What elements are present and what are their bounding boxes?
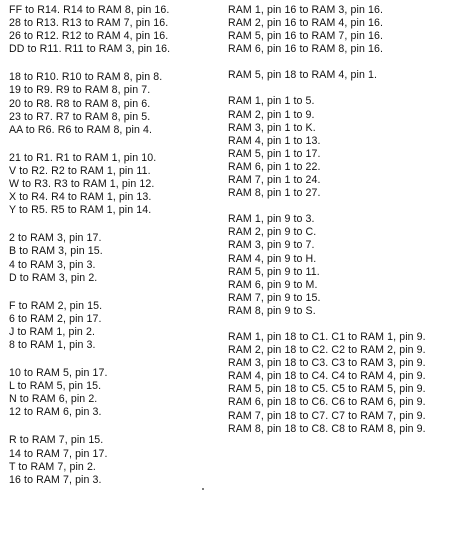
wiring-instruction-line: RAM 1, pin 1 to 5. [228, 95, 315, 108]
wiring-instruction-line: RAM 5, pin 16 to RAM 7, pin 16. [228, 30, 384, 43]
left-column-group [9, 434, 224, 486]
stray-dot [202, 488, 204, 490]
wiring-instruction-line: RAM 5, pin 18 to C5. C5 to RAM 5, pin 9. [228, 383, 426, 396]
wiring-instruction-line: V to R2. R2 to RAM 1, pin 11. [9, 164, 151, 177]
wiring-instruction-line: DD to R11. R11 to RAM 3, pin 16. [9, 43, 171, 56]
wiring-instruction-line: W to R3. R3 to RAM 1, pin 12. [9, 178, 155, 191]
wiring-instruction-line: 23 to R7. R7 to RAM 8, pin 5. [9, 110, 151, 123]
right-column-group [228, 331, 468, 436]
wiring-instruction-line: RAM 6, pin 9 to M. [228, 278, 318, 291]
wiring-instruction-line: RAM 4, pin 1 to 13. [228, 134, 321, 147]
right-column-group [228, 69, 468, 82]
wiring-instruction-line: RAM 1, pin 9 to 3. [228, 213, 315, 226]
wiring-instruction-line: 8 to RAM 1, pin 3. [9, 338, 96, 351]
wiring-instruction-line: RAM 6, pin 16 to RAM 8, pin 16. [228, 43, 384, 56]
wiring-instruction-line: RAM 8, pin 9 to S. [228, 304, 316, 317]
wiring-instruction-line: RAM 3, pin 9 to 7. [228, 239, 315, 252]
left-column-group [9, 300, 224, 352]
right-column-group [228, 4, 468, 56]
wiring-instruction-line: RAM 6, pin 18 to C6. C6 to RAM 6, pin 9. [228, 396, 426, 409]
wiring-instruction-line: 20 to R8. R8 to RAM 8, pin 6. [9, 97, 151, 110]
wiring-instruction-line: RAM 7, pin 1 to 24. [228, 174, 321, 187]
wiring-instruction-line: RAM 5, pin 18 to RAM 4, pin 1. [228, 69, 378, 82]
wiring-instruction-line: L to RAM 5, pin 15. [9, 380, 102, 393]
right-column [228, 4, 468, 436]
wiring-instruction-line: RAM 4, pin 9 to H. [228, 252, 317, 265]
wiring-instruction-line: 12 to RAM 6, pin 3. [9, 406, 102, 419]
wiring-instruction-line: T to RAM 7, pin 2. [9, 460, 96, 473]
left-column-group [9, 71, 224, 136]
wiring-instruction-line: Y to R5. R5 to RAM 1, pin 14. [9, 204, 152, 217]
wiring-instruction-line: RAM 3, pin 1 to K. [228, 121, 316, 134]
wiring-instruction-line: RAM 2, pin 9 to C. [228, 226, 317, 239]
wiring-instruction-line: RAM 5, pin 9 to 11. [228, 265, 320, 278]
wiring-instruction-line: J to RAM 1, pin 2. [9, 325, 95, 338]
wiring-instruction-line: RAM 5, pin 1 to 17. [228, 147, 321, 160]
left-column-group [9, 367, 224, 419]
wiring-instruction-line: RAM 2, pin 16 to RAM 4, pin 16. [228, 17, 384, 30]
wiring-instruction-line: RAM 4, pin 18 to C4. C4 to RAM 4, pin 9. [228, 370, 426, 383]
right-column-group [228, 213, 468, 318]
wiring-instruction-line: X to R4. R4 to RAM 1, pin 13. [9, 191, 152, 204]
right-column-group [228, 95, 468, 200]
wiring-instruction-line: RAM 7, pin 9 to 15. [228, 291, 321, 304]
wiring-instruction-line: RAM 7, pin 18 to C7. C7 to RAM 7, pin 9. [228, 409, 426, 422]
wiring-instruction-line: RAM 2, pin 1 to 9. [228, 108, 315, 121]
wiring-instruction-line: D to RAM 3, pin 2. [9, 271, 98, 284]
wiring-instruction-line: RAM 1, pin 18 to C1. C1 to RAM 1, pin 9. [228, 330, 426, 343]
wiring-instruction-line: 4 to RAM 3, pin 3. [9, 258, 96, 271]
wiring-instruction-line: 14 to RAM 7, pin 17. [9, 447, 108, 460]
wiring-instruction-line: RAM 2, pin 18 to C2. C2 to RAM 2, pin 9. [228, 344, 426, 357]
wiring-instruction-line: RAM 6, pin 1 to 22. [228, 160, 321, 173]
wiring-instruction-line: 10 to RAM 5, pin 17. [9, 367, 108, 380]
wiring-instruction-line: FF to R14. R14 to RAM 8, pin 16. [9, 4, 170, 16]
wiring-instruction-line: RAM 8, pin 1 to 27. [228, 187, 321, 200]
wiring-instruction-line: F to RAM 2, pin 15. [9, 299, 103, 312]
wiring-instruction-line: R to RAM 7, pin 15. [9, 434, 104, 447]
left-column [9, 4, 224, 487]
wiring-instruction-line: 18 to R10. R10 to RAM 8, pin 8. [9, 71, 163, 84]
wiring-instruction-line: N to RAM 6, pin 2. [9, 393, 98, 406]
wiring-instruction-line: 19 to R9. R9 to RAM 8, pin 7. [9, 84, 151, 97]
wiring-instruction-line: RAM 1, pin 16 to RAM 3, pin 16. [228, 4, 384, 16]
wiring-instruction-line: 2 to RAM 3, pin 17. [9, 232, 102, 245]
wiring-instruction-line: 26 to R12. R12 to RAM 4, pin 16. [9, 30, 169, 43]
wiring-instruction-line: 6 to RAM 2, pin 17. [9, 312, 102, 325]
left-column-group [9, 4, 224, 56]
left-column-group [9, 152, 224, 217]
wiring-instruction-line: RAM 8, pin 18 to C8. C8 to RAM 8, pin 9. [228, 422, 426, 435]
wiring-instruction-line: B to RAM 3, pin 15. [9, 245, 103, 258]
wiring-instruction-line: RAM 3, pin 18 to C3. C3 to RAM 3, pin 9. [228, 357, 426, 370]
left-column-group [9, 232, 224, 284]
wiring-instruction-line: 16 to RAM 7, pin 3. [9, 473, 102, 486]
wiring-instruction-line: 21 to R1. R1 to RAM 1, pin 10. [9, 151, 157, 164]
wiring-instruction-line: AA to R6. R6 to RAM 8, pin 4. [9, 123, 153, 136]
wiring-instruction-line: 28 to R13. R13 to RAM 7, pin 16. [9, 17, 169, 30]
